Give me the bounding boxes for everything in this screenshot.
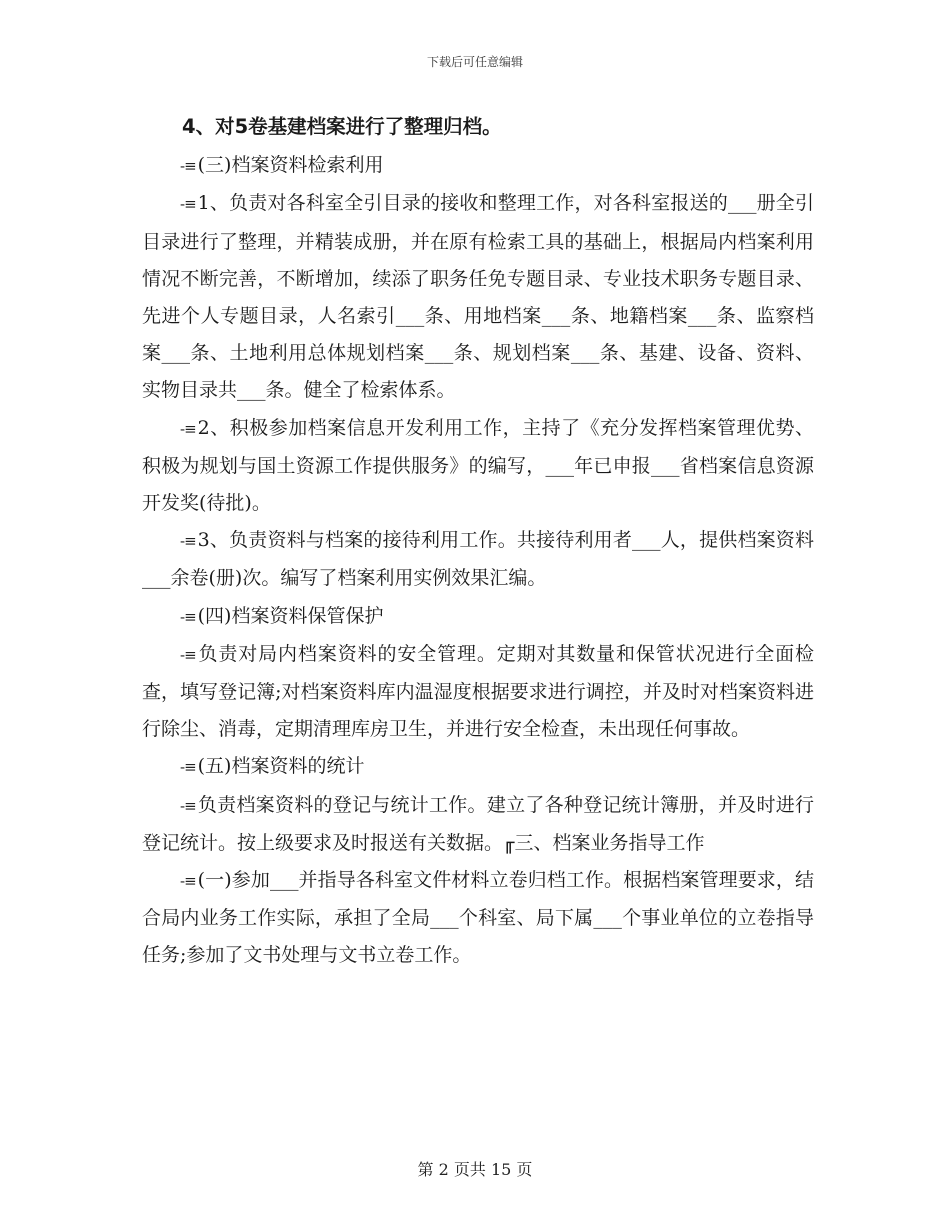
paragraph-text: 负责档案资料的登记与统计工作。建立了各种登记统计簿册，并及时进行登记统计。按上级要求及时报送有关数据。╓三、档案业务指导工作 <box>142 793 814 854</box>
paragraph-marker: -≡ <box>180 419 196 438</box>
paragraph-5 <box>142 522 814 597</box>
paragraph-8 <box>142 748 814 786</box>
paragraph-1 <box>142 108 814 147</box>
paragraph-text: (三)档案资料检索利用 <box>197 154 384 177</box>
paragraph-marker: -≡ <box>180 532 196 551</box>
paragraph-9 <box>142 787 814 862</box>
paragraph-marker: -≡ <box>180 157 196 176</box>
paragraph-text: (四)档案资料保管保护 <box>197 604 384 627</box>
paragraph-text: 4、对5卷基建档案进行了整理归档。 <box>182 115 502 138</box>
paragraph-marker: -≡ <box>180 758 196 777</box>
paragraph-text: 3、负责资料与档案的接待利用工作。共接待利用者___人，提供档案资料___余卷(册)次。编写了档案利用实例效果汇编。 <box>142 529 814 590</box>
paragraph-3 <box>142 185 814 409</box>
document-body <box>142 108 814 975</box>
paragraph-marker: -≡ <box>180 872 196 891</box>
paragraph-4 <box>142 410 814 523</box>
paragraph-6 <box>142 598 814 636</box>
paragraph-text: 2、积极参加档案信息开发利用工作，主持了《充分发挥档案管理优势、积极为规划与国土资源工作提供服务》的编写，___年已申报___省档案信息资源开发奖(待批)。 <box>142 416 814 515</box>
paragraph-text: (一)参加___并指导各科室文件材料立卷归档工作。根据档案管理要求，结合局内业务工作实际，承担了全局___个科室、局下属___个事业单位的立卷指导任务;参加了文书处理与文书立卷工作。 <box>142 869 814 967</box>
page-footer: 第 2 页共 15 页 <box>417 1160 533 1179</box>
paragraph-7 <box>142 636 814 749</box>
paragraph-text: 负责对局内档案资料的安全管理。定期对其数量和保管状况进行全面检查，填写登记簿;对档案资料库内温湿度根据要求进行调控，并及时对档案资料进行除尘、消毒，定期清理库房卫生，并进行安全检查，未出现任何事故。 <box>142 642 814 741</box>
paragraph-marker: -≡ <box>180 645 196 664</box>
paragraph-marker: -≡ <box>180 607 196 626</box>
paragraph-text: (五)档案资料的统计 <box>197 755 365 778</box>
paragraph-10 <box>142 862 814 975</box>
paragraph-marker: -≡ <box>180 796 196 815</box>
paragraph-2 <box>142 147 814 185</box>
paragraph-text: 1、负责对各科室全引目录的接收和整理工作，对各科室报送的___册全引目录进行了整理，并精装成册，并在原有检索工具的基础上，根据局内档案利用情况不断完善，不断增加，续添了职务任免专题目录、专业技术职务专题目录、先进个人专题目录，人名索引___条、用地档案___条、地籍档案___条、监察档案___条、土地利用总体规划档案___条、规划档案___条、基建、设备、资料、实物目录共___条。健全了检索体系。 <box>142 192 814 402</box>
paragraph-marker: -≡ <box>180 195 196 214</box>
page-header: 下载后可任意编辑 <box>426 55 523 69</box>
